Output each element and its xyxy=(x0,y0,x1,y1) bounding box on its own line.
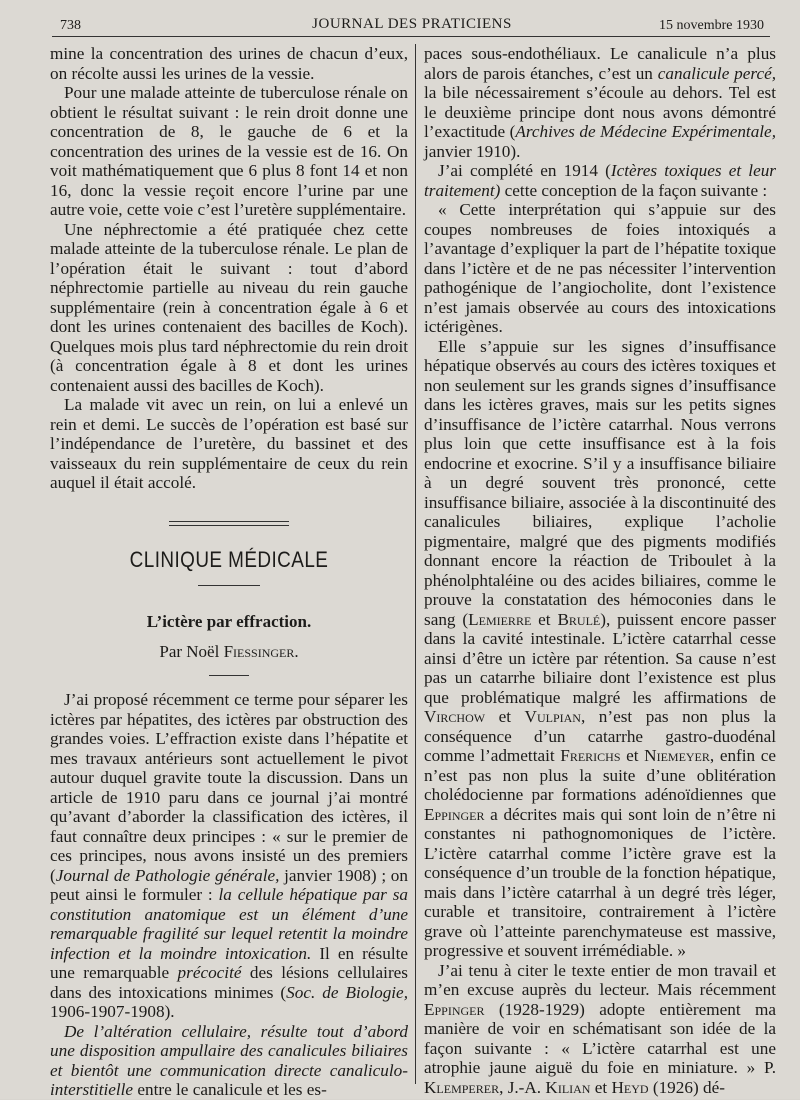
author-ref: Eppinger xyxy=(424,999,485,1019)
author-ref: Virchow xyxy=(424,707,486,726)
text-run: et xyxy=(620,746,645,765)
paragraph: La malade vit avec un rein, on lui a enlevé un rein et demi. Le succès de l’opération est basé sur l’indépendance de l’uretère, du bassinet et des vaisseaux du rein supplémentaire de ceux du rein auquel il était accolé. xyxy=(50,395,408,492)
paragraph: Une néphrectomie a été pratiquée chez cette malade atteinte de la tuberculose rénale. Le plan de l’opération était le suivant : tout d’abord néphrectomie partielle au niveau du rein gauche supplémentaire (rein à concentration égale à 6 et dont les urines contenaient des bacilles de Koch). Quelques mois plus tard néphrectomie du rein droit (à concentration égale à 8 et dont les urines contenaient aussi des bacilles de Koch). xyxy=(50,219,408,395)
section-rule xyxy=(198,585,260,586)
citation: Journal de Pathologie générale, xyxy=(55,865,280,885)
text-run: Elle s’appuie sur les signes d’insuffisance hépatique observés au cours des ictères toxiques et non seulement sur les grands signes d’insuffisance dans les ictères graves, mais sur les petits signes d’insuffisance de l’ictère catarrhal. Nous verrons plus loin que cette insuffisance est à la fois endocrine et exocrine. S’il y a insuffisance biliaire à un degré souvent très prononcé, cette insuffisance biliaire, associée à la discontinuité des canalicules biliaires, explique l’acholie pigmentaire, malgré que des pigments modifiés donnant encore la réaction de Triboulet à la phénolphtaléine ou des acides biliaires, comme le prouve la constatation des hémoconies dans le sang ( xyxy=(424,336,776,629)
paragraph xyxy=(50,1022,408,1100)
author-ref: Eppinger xyxy=(424,804,485,824)
text-run: 1906-1907-1908). xyxy=(50,1002,175,1021)
author-ref: Klemperer xyxy=(424,1077,500,1097)
paragraph xyxy=(50,690,408,1022)
citation: Ictères toxiques et leur traitement) xyxy=(424,161,776,200)
text-run: ), puissent encore passer dans la cavité intestinale. L’ictère catarrhal cesse ainsi d’être un ictère par rétention. Sa cause n’est pas un catarrhe biliaire dont l’existence est plus que problématique malgré les affirmations de xyxy=(424,609,776,707)
emphasis: précocité xyxy=(177,963,242,982)
author-ref: Brulé xyxy=(557,609,601,629)
text-run: J’ai complété en 1914 ( xyxy=(438,161,611,180)
author-ref: Niemeyer xyxy=(644,746,710,765)
paragraph xyxy=(424,961,776,1098)
article-author xyxy=(50,642,408,662)
paragraph xyxy=(424,337,776,961)
author-ref: Heyd xyxy=(611,1077,649,1097)
text-run: paces sous-endothéliaux. Le canalicule n’a plus alors de parois étanches, c’est un xyxy=(424,44,776,83)
text-run: des lésions cellulaires dans des intoxications minimes ( xyxy=(50,963,408,1002)
header-rule xyxy=(52,36,770,37)
paragraph: mine la concentration des urines de chacun d’eux, on récolte aussi les urines de la vessie. xyxy=(50,44,408,83)
text-run: J’ai tenu à citer le texte entier de mon travail et m’en excuse auprès du lecteur. Mais récemment xyxy=(424,960,776,999)
author-ref: Kilian xyxy=(545,1077,591,1097)
text-run: la bile nécessairement s’écoule au dehors. Tel est le deuxième principe dont nous avons démontré l’exactitude ( xyxy=(424,83,776,141)
author-rule xyxy=(209,675,249,676)
text-run: entre le canalicule et les es- xyxy=(133,1080,327,1099)
text-run: Il en résulte une remarquable xyxy=(50,943,408,982)
right-column xyxy=(424,44,776,1097)
text-run: , n’est pas non plus la conséquence d’un catarrhe gastro-duodénal comme l’admettait xyxy=(424,707,776,765)
paragraph: « Cette interprétation qui s’appuie sur des coupes nombreuses de foies intoxiqués a l’avantage d’expliquer la part de l’hépatite toxique dans l’ictère et de ne pas nécessiter l’intervention pathogénique de l’angiocholite, dont l’existence n’est jamais observée au cours des intoxications ictérigènes. xyxy=(424,200,776,336)
journal-title: JOURNAL DES PRATICIENS xyxy=(312,16,512,32)
text-run: , enfin ce n’est pas non plus la suite d’une oblitération cholédocienne par formations adénoïdiennes que xyxy=(424,746,776,804)
paragraph xyxy=(424,44,776,161)
text-run: et xyxy=(485,707,525,726)
author-name: Fiessinger. xyxy=(223,641,299,661)
text-run: cette conception de la façon suivante : xyxy=(500,180,768,200)
emphasis: De l’altération cellulaire, résulte tout d’abord une disposition ampullaire des canalicules biliaires et bientôt une communication directe canaliculo-interstitielle xyxy=(50,1021,408,1099)
text-run: (1926) dé- xyxy=(648,1077,725,1097)
text-run: a décrites mais qui sont loin de n’être ni constantes ni pathognomoniques de l’ictère. L’ictère catarrhal comme l’ictère grave est la conséquence d’un trouble de la fonction hépatique, mais dans l’ictère catarrhal à un degré très léger, curable et transitoire, contrairement à l’ictère grave où l’atteinte parenchymateuse est massive, progressive et souvent irrémédiable. » xyxy=(424,804,776,960)
section-separator xyxy=(169,521,289,526)
text-run: , J.-A. xyxy=(499,1077,546,1097)
section-title: CLINIQUE MÉDICALE xyxy=(129,546,329,572)
text-run: et xyxy=(531,609,558,629)
emphasis: canalicule percé, xyxy=(657,63,776,83)
text-run: J’ai proposé récemment ce terme pour séparer les ictères par hépatites, des ictères par obstruction des grandes voies. L’effraction existe dans l’hépatite et mes travaux antérieurs sont actuellement le pivot autour duquel gravite toute la discussion. Dans un article de 1910 paru dans ce journal j’ai montré qu’avant d’aborder la classification des ictères, il faut connaître deux principes : « sur le premier de ces principes, nous avons insisté un des premiers ( xyxy=(50,690,408,885)
left-column xyxy=(50,44,408,1100)
author-ref: Vulpian xyxy=(524,707,581,726)
author-prefix: Par Noël xyxy=(159,641,220,661)
issue-date: 15 novembre 1930 xyxy=(659,18,764,33)
citation: Soc. de Biologie, xyxy=(286,982,408,1002)
author-ref: Lemierre xyxy=(468,609,532,629)
text-run: et xyxy=(590,1077,612,1097)
text-run: janvier 1908) ; on peut ainsi le formuler : xyxy=(50,865,408,904)
paragraph xyxy=(424,161,776,200)
column-divider xyxy=(415,44,416,1084)
paragraph: Pour une malade atteinte de tuberculose rénale on obtient le résultat suivant : le rein droit donne une concentration de 8, le gauche de 6 et la concentration des urines de la vessie est de 16. On voit mathématiquement que 6 plus 8 font 14 et non 16, donc la vessie reçoit encore l’urine par une autre voie, cette voie c’est l’uretère supplémentaire. xyxy=(50,83,408,219)
citation: Archives de Médecine Expérimentale, xyxy=(515,122,776,141)
emphasis: la cellule hépatique par sa constitution anatomique est un élément d’une remarquable fragilité sur lequel retentit la moindre infection et la moindre intoxication. xyxy=(50,885,408,963)
text-run: janvier 1910). xyxy=(424,141,521,161)
article-title: L’ictère par effraction. xyxy=(146,612,312,631)
text-run: (1928-1929) adopte entièrement ma manière de voir en schématisant son idée de la façon suivante : « L’ictère catarrhal est une atrophie jaune aiguë du foie en miniature. » P. xyxy=(424,999,776,1077)
author-ref: Frerichs xyxy=(560,746,621,765)
page-number: 738 xyxy=(60,18,81,33)
running-header xyxy=(60,12,764,36)
